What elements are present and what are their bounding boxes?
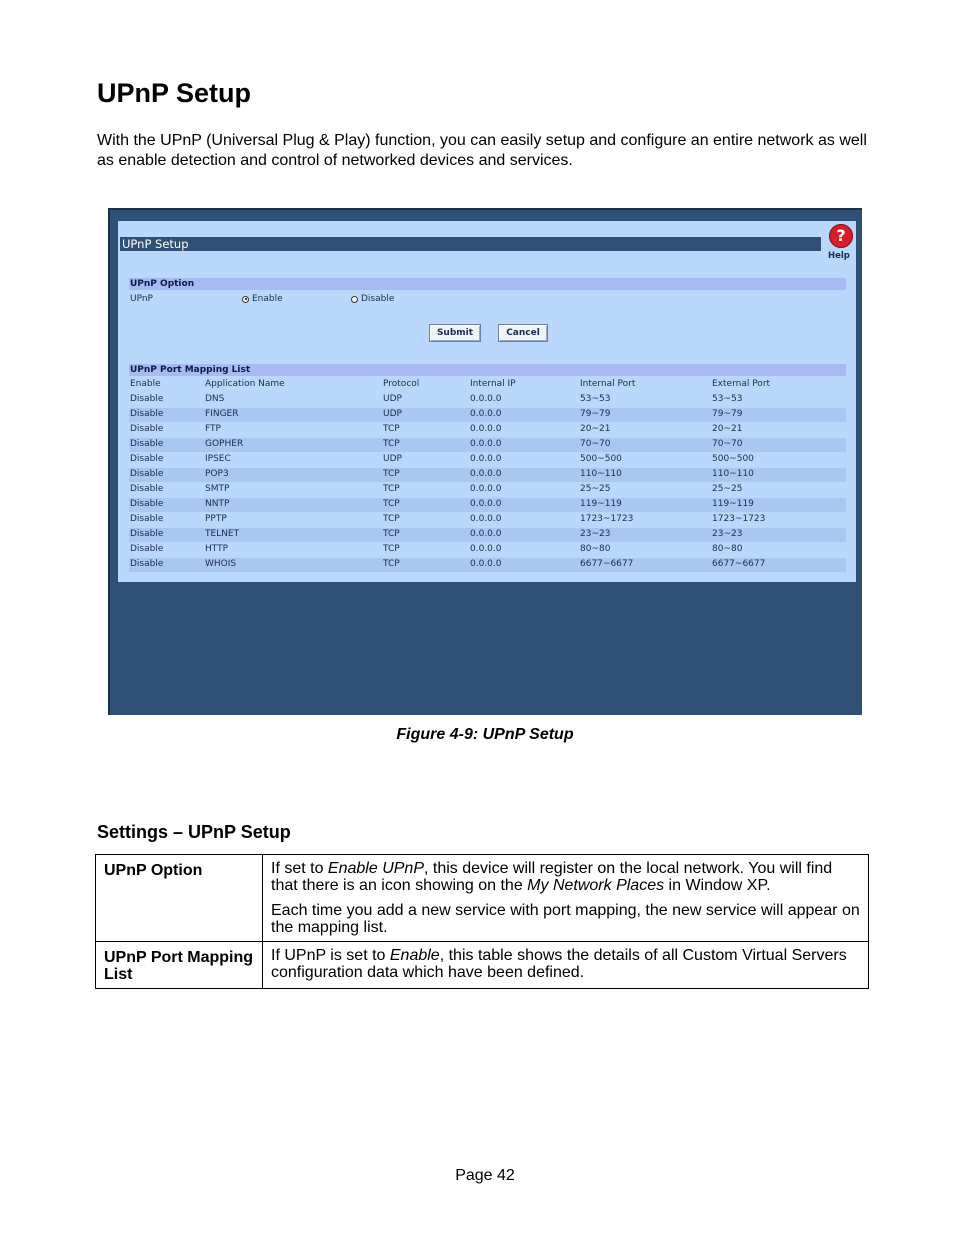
cell-internal-port: 20~21 [580, 424, 611, 434]
cell-application: WHOIS [205, 559, 237, 569]
cell-external-port: 70~70 [712, 439, 743, 449]
cell-external-port: 6677~6677 [712, 559, 766, 569]
enable-radio-label: Enable [252, 294, 283, 304]
italic-run: My Network Places [527, 877, 665, 894]
table-row [129, 453, 846, 467]
cell-internal-port: 80~80 [580, 544, 611, 554]
table-row [129, 513, 846, 527]
cell-external-port: 23~23 [712, 529, 743, 539]
cell-internal-ip: 0.0.0.0 [470, 484, 502, 494]
col-protocol: Protocol [383, 379, 420, 389]
col-internal-port: Internal Port [580, 379, 636, 389]
cell-internal-port: 110~110 [580, 469, 622, 479]
table-row [129, 483, 846, 497]
figure-caption: Figure 4-9: UPnP Setup [396, 726, 574, 743]
page-title: UPnP Setup [97, 78, 252, 108]
cell-internal-port: 70~70 [580, 439, 611, 449]
settings-table [95, 854, 869, 989]
cell-application: NNTP [205, 499, 230, 509]
cell-enable: Disable [130, 484, 164, 494]
cell-enable: Disable [130, 529, 164, 539]
description-paragraph [271, 860, 860, 894]
disable-radio[interactable] [351, 294, 394, 304]
help-label: Help [828, 251, 850, 261]
cell-application: GOPHER [205, 439, 244, 449]
cell-internal-port: 25~25 [580, 484, 611, 494]
cell-application: DNS [205, 394, 225, 404]
italic-run: Enable [389, 947, 440, 964]
cell-external-port: 20~21 [712, 424, 743, 434]
cell-protocol: TCP [383, 439, 400, 449]
cell-application: TELNET [205, 529, 240, 539]
cell-protocol: UDP [383, 454, 402, 464]
cell-enable: Disable [130, 454, 164, 464]
cell-protocol: TCP [383, 514, 400, 524]
table-row [129, 468, 846, 482]
cell-protocol: UDP [383, 409, 402, 419]
description-paragraph: Each time you add a new service with port mapping, the new service will appear on the mapping list. [271, 902, 860, 936]
term-upnp-port-mapping-list: UPnP Port Mapping List [96, 942, 263, 989]
col-enable: Enable [130, 379, 161, 389]
cell-external-port: 119~119 [712, 499, 754, 509]
cell-external-port: 25~25 [712, 484, 743, 494]
cell-internal-ip: 0.0.0.0 [470, 394, 502, 404]
upnp-screenshot [108, 208, 862, 715]
cell-internal-ip: 0.0.0.0 [470, 424, 502, 434]
cell-internal-ip: 0.0.0.0 [470, 559, 502, 569]
cell-internal-port: 119~119 [580, 499, 622, 509]
table-row [129, 543, 846, 557]
table-row [129, 408, 846, 422]
cell-internal-port: 6677~6677 [580, 559, 634, 569]
text-run: If UPnP is set to [271, 947, 390, 964]
cell-external-port: 110~110 [712, 469, 754, 479]
cell-external-port: 500~500 [712, 454, 754, 464]
table-row [129, 438, 846, 452]
cell-internal-port: 1723~1723 [580, 514, 634, 524]
col-external-port: External Port [712, 379, 771, 389]
cell-internal-ip: 0.0.0.0 [470, 409, 502, 419]
text-run: , this table shows the details of all Custom Virtual Servers configuration data which have been defined. [271, 947, 847, 981]
cell-external-port: 53~53 [712, 394, 743, 404]
cell-enable: Disable [130, 439, 164, 449]
radio-unchecked-icon [351, 296, 358, 303]
cell-protocol: UDP [383, 394, 402, 404]
cell-internal-ip: 0.0.0.0 [470, 544, 502, 554]
cell-internal-ip: 0.0.0.0 [470, 529, 502, 539]
col-application-name: Application Name [205, 379, 285, 389]
table-row [129, 393, 846, 407]
term-upnp-option: UPnP Option [96, 855, 263, 942]
cell-internal-port: 500~500 [580, 454, 622, 464]
col-internal-ip: Internal IP [470, 379, 516, 389]
table-row [129, 423, 846, 437]
text-run: in Window XP. [664, 877, 771, 894]
text-run: If set to [271, 860, 328, 877]
cell-enable: Disable [130, 559, 164, 569]
cell-protocol: TCP [383, 484, 400, 494]
cell-internal-port: 53~53 [580, 394, 611, 404]
settings-heading: Settings – UPnP Setup [97, 822, 291, 842]
submit-button[interactable]: Submit [429, 324, 481, 342]
description-upnp-option [263, 855, 869, 942]
cancel-button[interactable]: Cancel [498, 324, 548, 342]
enable-radio[interactable] [242, 294, 283, 304]
cell-protocol: TCP [383, 499, 400, 509]
cell-protocol: TCP [383, 544, 400, 554]
window-title: UPnP Setup [120, 237, 821, 251]
cell-internal-port: 23~23 [580, 529, 611, 539]
mapping-section-header: UPnP Port Mapping List [129, 364, 846, 376]
help-icon: ? [829, 224, 853, 248]
cell-protocol: TCP [383, 529, 400, 539]
cell-internal-ip: 0.0.0.0 [470, 439, 502, 449]
cell-application: FTP [205, 424, 221, 434]
mapping-table-header [129, 378, 846, 392]
cell-internal-ip: 0.0.0.0 [470, 454, 502, 464]
cell-application: HTTP [205, 544, 229, 554]
cell-enable: Disable [130, 499, 164, 509]
radio-checked-icon [242, 296, 249, 303]
cell-enable: Disable [130, 424, 164, 434]
upnp-panel [118, 221, 856, 582]
cell-protocol: TCP [383, 424, 400, 434]
cell-internal-port: 79~79 [580, 409, 611, 419]
help-button[interactable] [826, 223, 856, 263]
table-row [96, 942, 869, 989]
cell-internal-ip: 0.0.0.0 [470, 499, 502, 509]
cell-internal-ip: 0.0.0.0 [470, 514, 502, 524]
italic-run: Enable UPnP [327, 860, 424, 877]
cell-enable: Disable [130, 514, 164, 524]
cell-application: POP3 [205, 469, 229, 479]
table-row [96, 855, 869, 942]
cell-external-port: 80~80 [712, 544, 743, 554]
disable-radio-label: Disable [361, 294, 395, 304]
cell-external-port: 1723~1723 [712, 514, 766, 524]
cell-application: SMTP [205, 484, 230, 494]
cell-protocol: TCP [383, 469, 400, 479]
cell-enable: Disable [130, 544, 164, 554]
cell-protocol: TCP [383, 559, 400, 569]
description-paragraph [271, 947, 860, 981]
upnp-option-section-header: UPnP Option [129, 278, 846, 290]
table-row [129, 558, 846, 572]
cell-application: PPTP [205, 514, 227, 524]
cell-application: IPSEC [205, 454, 231, 464]
description-upnp-port-mapping-list [263, 942, 869, 989]
table-row [129, 528, 846, 542]
upnp-label: UPnP [130, 294, 153, 304]
cell-enable: Disable [130, 469, 164, 479]
intro-paragraph: With the UPnP (Universal Plug & Play) function, you can easily setup and configure an entire network as well as enable detection and control of networked devices and services. [97, 132, 867, 169]
page-number: Page 42 [455, 1167, 515, 1184]
table-row [129, 498, 846, 512]
cell-application: FINGER [205, 409, 239, 419]
text-run: , this device will register on the local network. You will find that there is an icon showing on the [271, 860, 833, 894]
cell-external-port: 79~79 [712, 409, 743, 419]
cell-enable: Disable [130, 394, 164, 404]
cell-internal-ip: 0.0.0.0 [470, 469, 502, 479]
cell-enable: Disable [130, 409, 164, 419]
